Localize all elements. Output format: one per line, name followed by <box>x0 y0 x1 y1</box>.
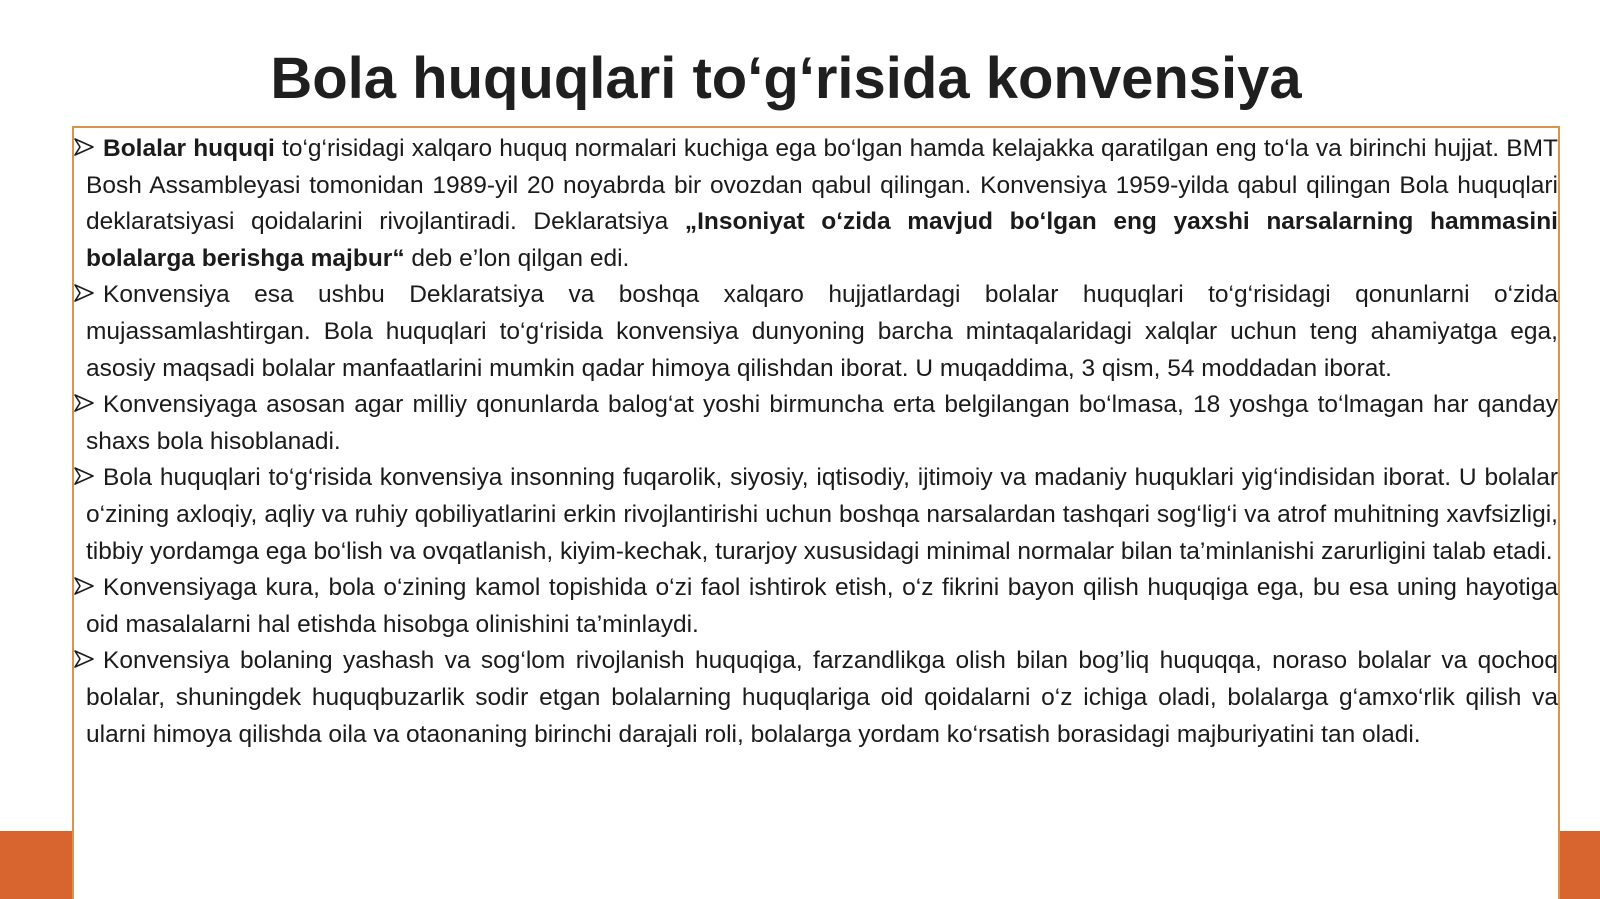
paragraph-1-text: to‘g‘risidagi xalqaro huquq normalari kuchiga ega bo‘lgan hamda kelajakka qaratilgan eng to‘la va birinchi hujjat. BMT Bosh Assambleyasi tomonidan 1989-yil 20 noyabrda bir ovozdan qabul qilingan. Konvensiya 1959-yilda qabul qilingan Bola huquqlari deklaratsiyasi qoidalarini rivojlantiradi. Deklaratsiya <box>86 135 1558 236</box>
arrow-bullet-icon <box>73 465 95 487</box>
paragraph-5-text: Konvensiyaga kura, bola o‘zining kamol topishida o‘zi faol ishtirok etish, o‘z fikrini bayon qilish huquqiga ega, bu esa uning hayotiga oid masalalarni hal etishda hisobga olinishini ta’minlaydi. <box>86 574 1558 638</box>
paragraph-1-ending: deb e’lon qilgan edi. <box>404 244 630 272</box>
paragraph-1-quote: „Insoniyat o‘zida mavjud bo‘lgan eng yaxshi narsalarning hammasini bolalarga berishga majbur“ <box>86 208 1558 272</box>
arrow-bullet-icon <box>73 648 95 670</box>
paragraph-2 <box>86 277 1558 387</box>
paragraph-6-text: Konvensiya bolaning yashash va sog‘lom rivojlanish huquqiga, farzandlikga olish bilan bog’liq huquqqa, noraso bolalar va qochoq bolalar, shuningdek huquqbuzarlik sodir etgan bolalarning huquqlariga oid qoidalarni o‘z ichiga oladi, bolalarga g‘amxo‘rlik qilish va ularni himoya qilishda oila va otaonaning birinchi darajali roli, bolalarga yordam ko‘rsatish borasidagi majburiyatini tan oladi. <box>86 647 1558 748</box>
paragraph-3-text: Konvensiyaga asosan agar milliy qonunlarda balog‘at yoshi birmuncha erta belgilangan bo‘lmasa, 18 yoshga to‘lmagan har qanday shaxs bola hisoblanadi. <box>86 391 1558 455</box>
paragraph-2-text: Konvensiya esa ushbu Deklaratsiya va boshqa xalqaro hujjatlardagi bolalar huquqlari to‘g‘risidagi qonunlarni o‘zida mujassamlashtirgan. Bola huquqlari to‘g‘risida konvensiya dunyoning barcha mintaqalaridagi xalqlar uchun teng ahamiyatga ega, asosiy maqsadi bolalar manfaatlarini mumkin qadar himoya qilishdan iborat. U muqaddima, 3 qism, 54 moddadan iborat. <box>86 281 1558 382</box>
arrow-bullet-icon <box>73 282 95 304</box>
paragraph-4 <box>86 460 1558 570</box>
paragraph-5 <box>86 570 1558 643</box>
paragraph-1 <box>86 131 1558 277</box>
arrow-bullet-icon <box>73 575 95 597</box>
arrow-bullet-icon <box>73 392 95 414</box>
paragraph-6 <box>86 643 1558 753</box>
content-box <box>72 126 1560 899</box>
arrow-bullet-icon <box>73 136 95 158</box>
slide-title: Bola huquqlari to‘g‘risida konvensiya <box>270 46 1302 111</box>
paragraph-1-lead: Bolalar huquqi <box>103 135 275 162</box>
paragraph-3 <box>86 387 1558 460</box>
paragraph-4-text: Bola huquqlari to‘g‘risida konvensiya insonning fuqarolik, siyosiy, iqtisodiy, ijtimoiy va madaniy huquklari yig‘indisidan iborat. U bolalar o‘zining axloqiy, aqliy va ruhiy qobiliyatlarini erkin rivojlantirishi uchun boshqa narsalardan tashqari sog‘lig‘i va atrof muhitning xavfsizligi, tibbiy yordamga ega bo‘lish va ovqatlanish, kiyim-kechak, turarjoy xususidagi minimal normalar bilan ta’minlanishi zarurligini talab etadi. <box>86 464 1558 565</box>
